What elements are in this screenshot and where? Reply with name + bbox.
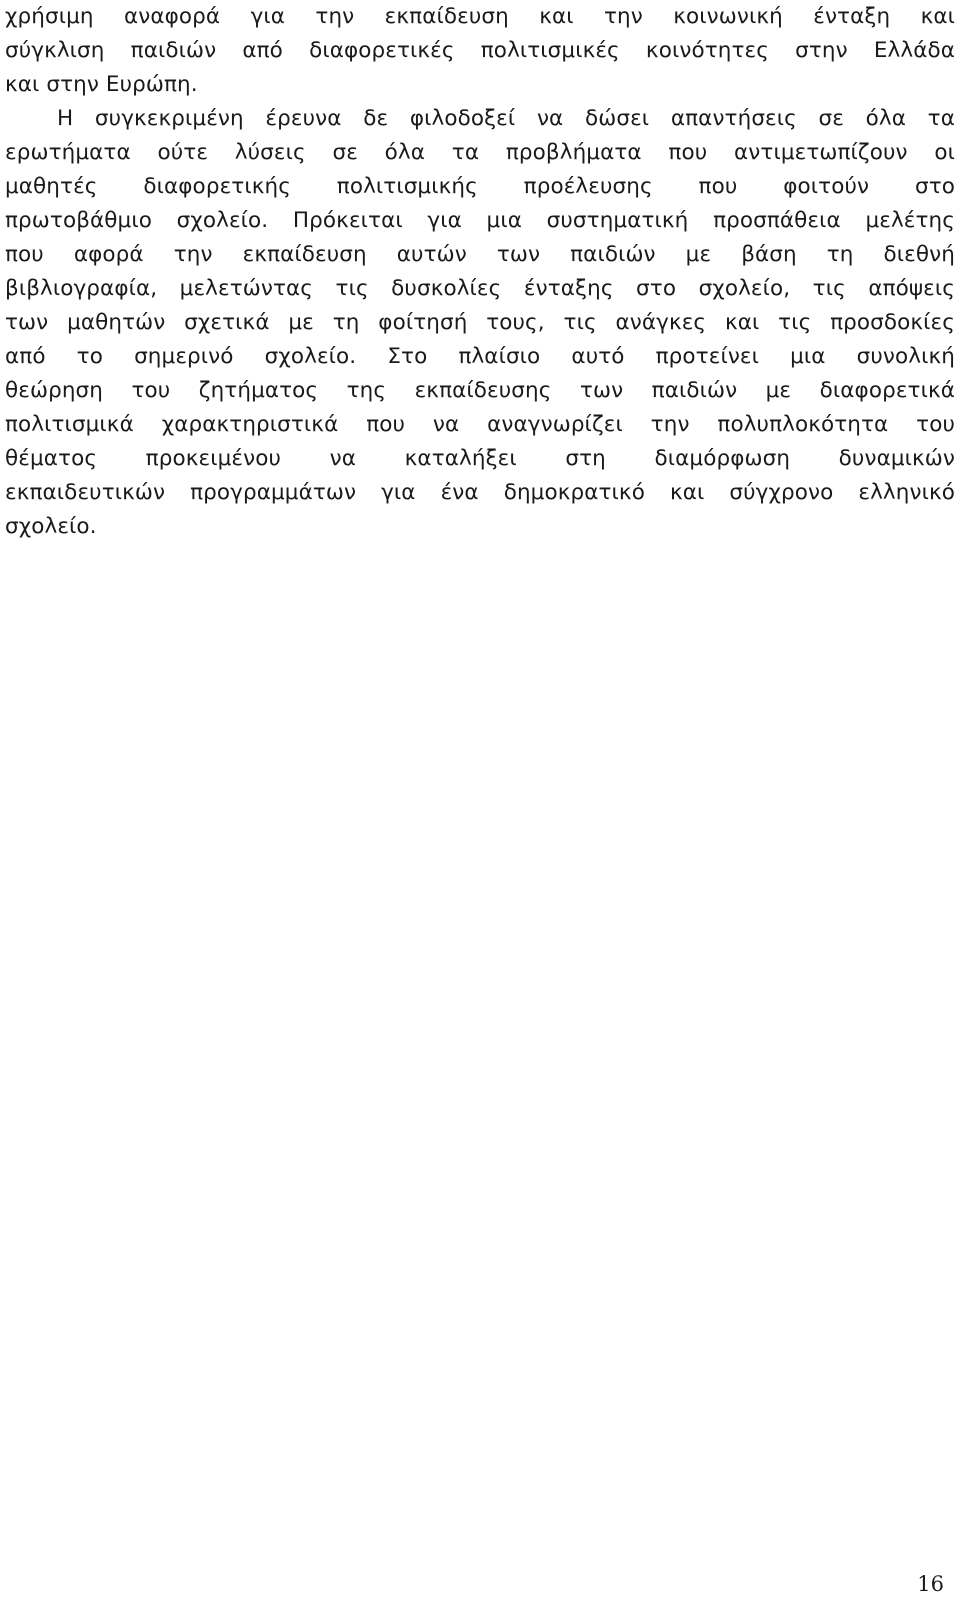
text-line: σχολείο.	[5, 514, 97, 539]
text-line: θέματος προκειμένου να καταλήξει στη διαμόρφωση δυναμικών	[5, 446, 955, 471]
text-line: πολιτισμικά χαρακτηριστικά που να αναγνωρίζει την πολυπλοκότητα του	[5, 412, 955, 437]
text-line: πρωτοβάθμιο σχολείο. Πρόκειται για μια συστηματική προσπάθεια μελέτης	[5, 208, 955, 233]
text-line: και στην Ευρώπη.	[5, 72, 198, 97]
document-body	[5, 0, 955, 544]
text-line: θεώρηση του ζητήματος της εκπαίδευσης των παιδιών με διαφορετικά	[5, 378, 955, 403]
page-number: 16	[917, 1572, 944, 1596]
text-line: από το σημερινό σχολείο. Στο πλαίσιο αυτό προτείνει μια συνολική	[5, 344, 955, 369]
text-line: των μαθητών σχετικά με τη φοίτησή τους, τις ανάγκες και τις προσδοκίες	[5, 310, 955, 335]
text-line: ερωτήματα ούτε λύσεις σε όλα τα προβλήματα που αντιμετωπίζουν οι	[5, 140, 955, 165]
text-line: Η συγκεκριμένη έρευνα δε φιλοδοξεί να δώσει απαντήσεις σε όλα τα	[57, 106, 955, 131]
text-line: μαθητές διαφορετικής πολιτισμικής προέλευσης που φοιτούν στο	[5, 174, 955, 199]
text-line: σύγκλιση παιδιών από διαφορετικές πολιτισμικές κοινότητες στην Ελλάδα	[5, 38, 955, 63]
text-line: βιβλιογραφία, μελετώντας τις δυσκολίες ένταξης στο σχολείο, τις απόψεις	[5, 276, 955, 301]
text-line: εκπαιδευτικών προγραμμάτων για ένα δημοκρατικό και σύγχρονο ελληνικό	[5, 480, 955, 505]
text-line: χρήσιμη αναφορά για την εκπαίδευση και την κοινωνική ένταξη και	[5, 4, 955, 29]
text-line: που αφορά την εκπαίδευση αυτών των παιδιών με βάση τη διεθνή	[5, 242, 955, 267]
